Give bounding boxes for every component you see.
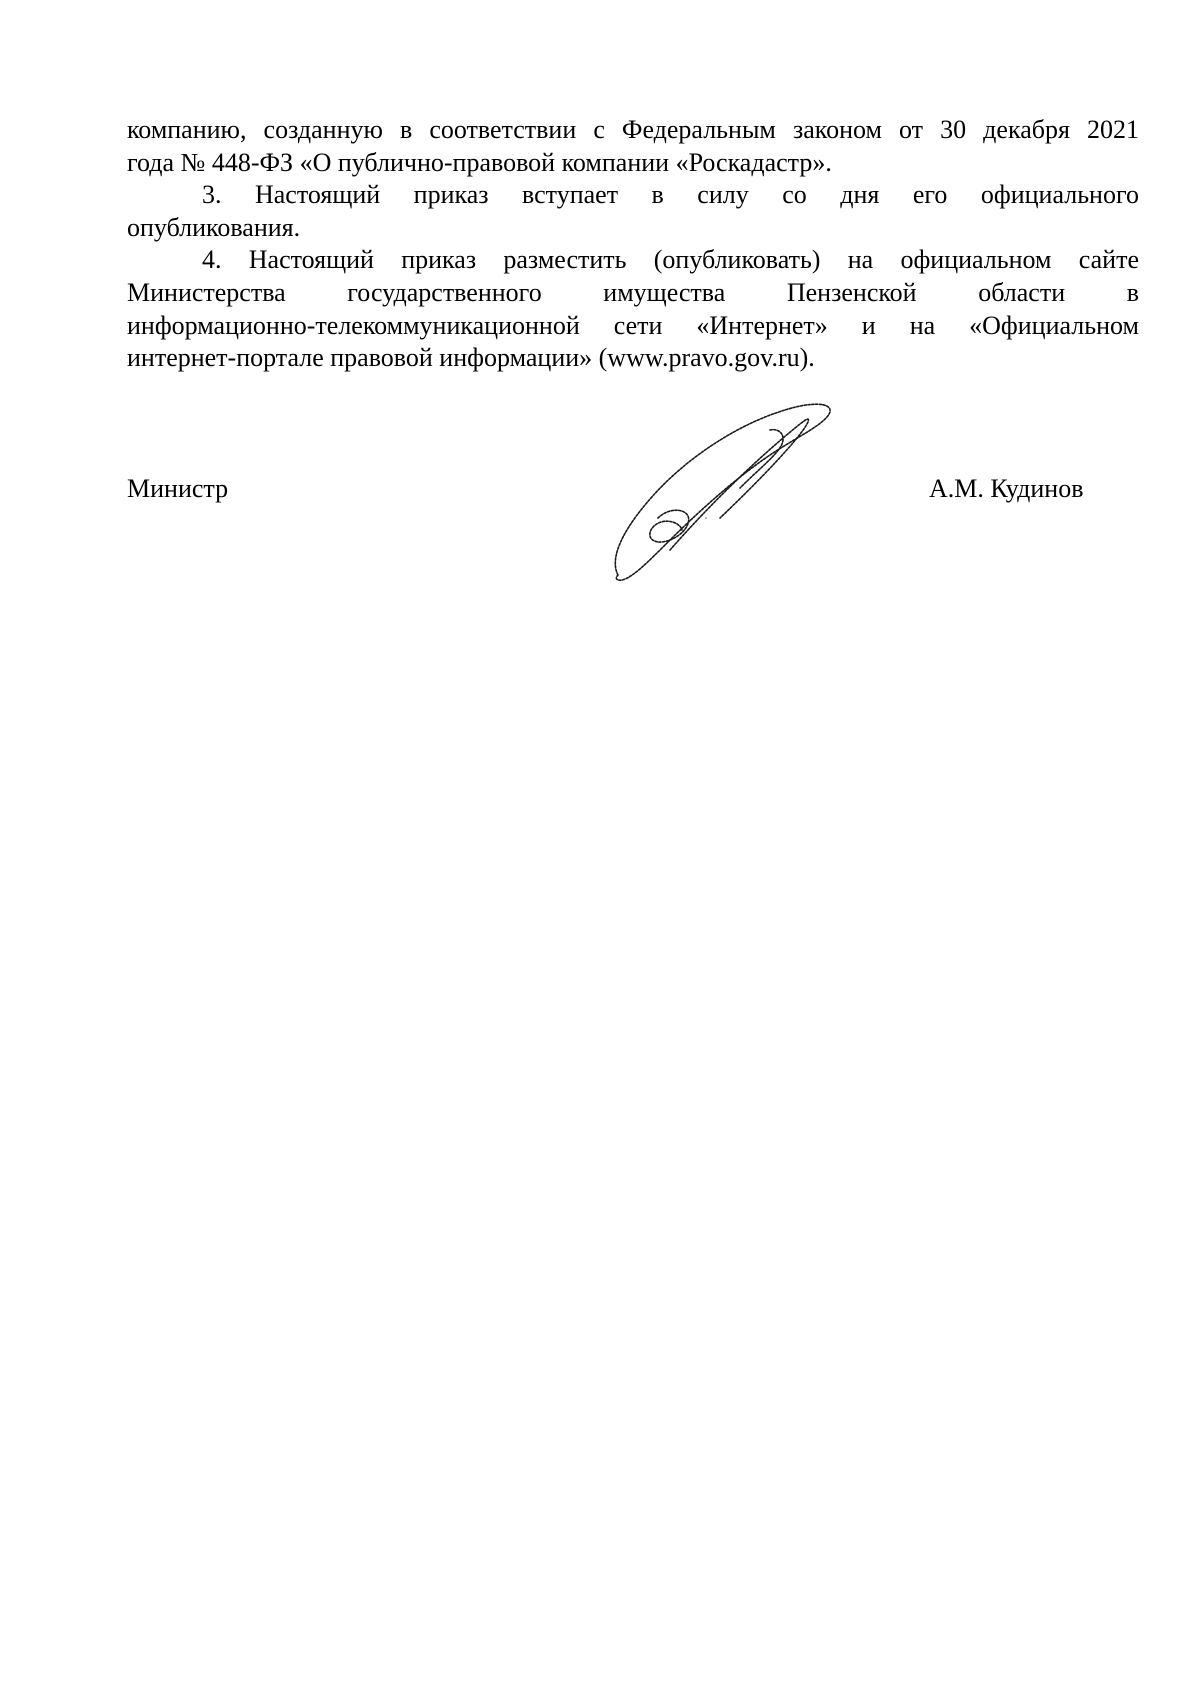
handwritten-signature [610, 400, 840, 585]
text-line: Министерства государственного имущества Пензенской области в [127, 277, 1139, 307]
paragraph-item-3 [127, 179, 1139, 244]
document-body [127, 114, 1139, 375]
text-line: интернет-портале правовой информации» (www.pravo.gov.ru). [127, 343, 815, 373]
text-line: опубликования. [127, 212, 301, 242]
paragraph-continuation [127, 114, 1139, 179]
text-line: года № 448-ФЗ «О публично-правовой компании «Роскадастр». [127, 147, 832, 177]
text-line: 4. Настоящий приказ разместить (опубликовать) на официальном сайте [202, 245, 1139, 275]
text-line: компанию, созданную в соответствии с Федеральным законом от 30 декабря 2021 [127, 115, 1139, 144]
signatory-title: Министр [127, 474, 229, 503]
text-line: информационно-телекоммуникационной сети «Интернет» и на «Официальном [127, 310, 1139, 340]
text-line: 3. Настоящий приказ вступает в силу со дня его официального [202, 180, 1139, 210]
paragraph-item-4 [127, 244, 1139, 374]
signatory-name: А.М. Кудинов [929, 474, 1084, 503]
